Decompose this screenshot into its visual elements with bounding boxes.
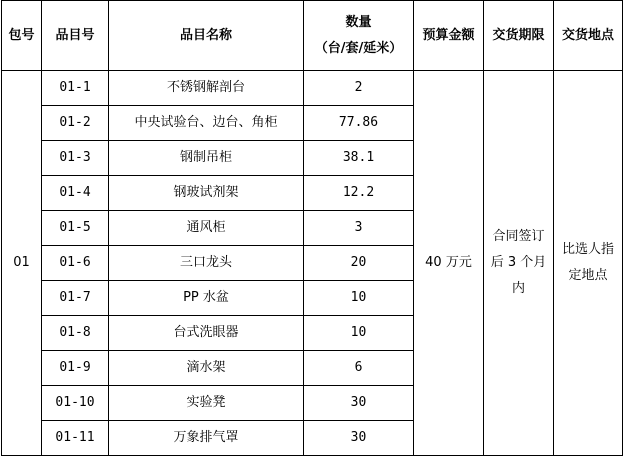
- item-no-cell: 01-1: [42, 71, 109, 106]
- quantity-cell: 38.1: [304, 141, 414, 176]
- item-no-cell: 01-3: [42, 141, 109, 176]
- item-name-cell: 中央试验台、边台、角柜: [109, 106, 304, 141]
- header-row: [2, 1, 623, 71]
- quantity-cell: 30: [304, 421, 414, 456]
- quantity-cell: 3: [304, 211, 414, 246]
- item-name-cell: 钢玻试剂架: [109, 176, 304, 211]
- item-name-cell: 实验凳: [109, 386, 304, 421]
- quantity-cell: 20: [304, 246, 414, 281]
- item-name-cell: 台式洗眼器: [109, 316, 304, 351]
- item-name-cell: 滴水架: [109, 351, 304, 386]
- item-name-cell: 万象排气罩: [109, 421, 304, 456]
- item-name-cell: 钢制吊柜: [109, 141, 304, 176]
- header-quantity-title: 数量: [345, 14, 372, 30]
- item-no-cell: 01-10: [42, 386, 109, 421]
- header-quantity: [304, 1, 414, 71]
- quantity-cell: 10: [304, 316, 414, 351]
- quantity-cell: 12.2: [304, 176, 414, 211]
- item-name-cell: PP 水盆: [109, 281, 304, 316]
- table-row: [2, 71, 623, 106]
- header-quantity-unit: （台/套/延米）: [314, 40, 403, 56]
- item-no-cell: 01-8: [42, 316, 109, 351]
- quantity-cell: 6: [304, 351, 414, 386]
- quantity-cell: 30: [304, 386, 414, 421]
- item-no-cell: 01-4: [42, 176, 109, 211]
- header-package-no: 包号: [2, 1, 42, 71]
- header-budget: 预算金额: [414, 1, 484, 71]
- header-delivery-period: 交货期限: [484, 1, 554, 71]
- header-item-no: 品目号: [42, 1, 109, 71]
- item-no-cell: 01-6: [42, 246, 109, 281]
- quantity-cell: 10: [304, 281, 414, 316]
- table-body: [2, 71, 623, 456]
- package-no-cell: 01: [2, 71, 42, 456]
- delivery-period-cell: 合同签订后 3 个月内: [484, 71, 554, 456]
- budget-cell: 40 万元: [414, 71, 484, 456]
- item-no-cell: 01-9: [42, 351, 109, 386]
- procurement-table: [1, 0, 623, 456]
- item-no-cell: 01-11: [42, 421, 109, 456]
- item-name-cell: 不锈钢解剖台: [109, 71, 304, 106]
- item-no-cell: 01-5: [42, 211, 109, 246]
- item-name-cell: 三口龙头: [109, 246, 304, 281]
- delivery-location-cell: 比选人指定地点: [554, 71, 623, 456]
- quantity-cell: 2: [304, 71, 414, 106]
- item-name-cell: 通风柜: [109, 211, 304, 246]
- header-item-name: 品目名称: [109, 1, 304, 71]
- item-no-cell: 01-7: [42, 281, 109, 316]
- quantity-cell: 77.86: [304, 106, 414, 141]
- header-delivery-location: 交货地点: [554, 1, 623, 71]
- item-no-cell: 01-2: [42, 106, 109, 141]
